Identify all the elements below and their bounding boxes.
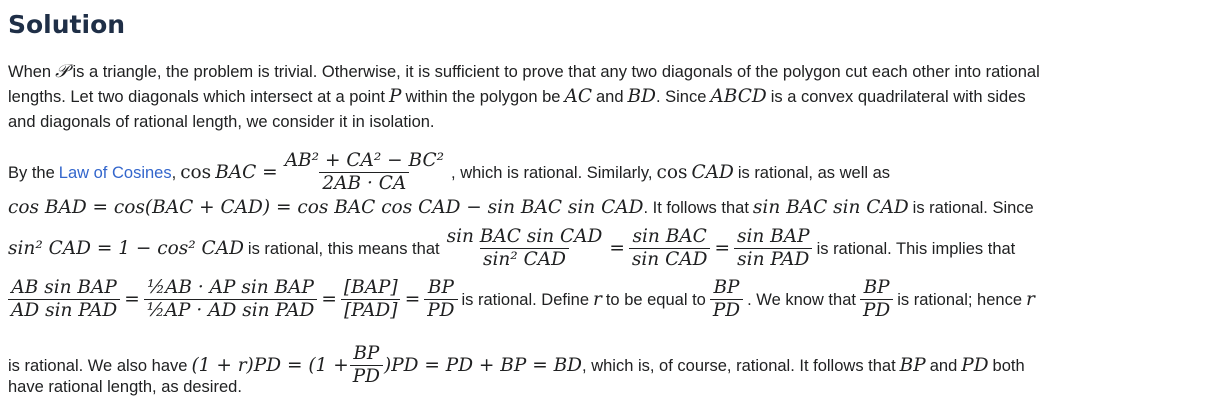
text: is rational, as well as [737,163,891,182]
text: lengths. Let two diagonals which intersect at a point [8,88,385,106]
math: cos [180,161,212,183]
denominator: sin² CAD [480,248,569,271]
fraction [444,226,606,271]
text: and [929,356,958,375]
denominator: PD [710,299,743,322]
text: is rational. We also have [8,356,188,375]
text: to be equal to [605,290,706,309]
math-abcd: ABCD [710,86,767,107]
denominator: PD [860,299,893,322]
math: )PD = PD + BP = BD [383,354,583,376]
math-point: P [388,86,402,107]
denominator: [PAD] [341,299,400,322]
text: By the [8,163,55,182]
text: . It follows that [643,199,749,217]
fraction [734,226,813,271]
text: When [8,63,52,81]
p2-line6: have rational length, as desired. [8,378,242,396]
text: , [171,163,177,182]
fraction [860,277,893,322]
text: and [595,88,624,106]
p1-line3: and diagonals of rational length, we consider it in isolation. [8,113,435,131]
denominator: ½AP · AD sin PAD [144,299,318,322]
math: PD [961,354,989,376]
denominator: sin CAD [629,248,711,271]
p2-line3 [8,226,1015,271]
p1-line2 [8,87,1026,107]
numerator: AB² + CA² − BC² [284,150,445,171]
fraction [341,277,401,322]
p2-line4 [8,277,1035,322]
math-polygon: 𝒫 [55,61,69,82]
numerator: sin BAC sin CAD [446,226,603,247]
math: sin² CAD = 1 − cos² CAD [8,237,244,259]
math-bd: BD [627,86,656,107]
math: BP [899,354,926,376]
text: is rational. Define [461,290,589,309]
section-heading: Solution [8,10,126,39]
fraction [8,277,120,322]
p2-line1 [8,150,890,195]
text: both [992,356,1025,375]
math: cos [656,161,688,183]
numerator: sin BAP [736,226,810,247]
text: is a triangle, the problem is trivial. Otherwise, it is sufficient to prove that any two diagonals of the polygon cut each other into rational [72,63,1040,81]
numerator: BP [427,277,454,298]
p1-line1 [8,62,1040,82]
numerator: ½AB · AP sin BAP [147,277,314,298]
denominator: 2AB · CA [319,172,409,195]
math: cos BAD = cos(BAC + CAD) = cos BAC cos CAD − sin BAC sin CAD [8,197,644,218]
math: r [1026,288,1035,310]
text: , which is rational. Similarly, [451,163,653,182]
fraction [282,150,447,195]
p2-line2 [8,198,1034,218]
math: BAC = [215,161,278,183]
denominator: PD [424,299,457,322]
math-ac: AC [564,86,592,107]
text: is rational, this means that [247,239,440,258]
numerator: BP [353,343,380,364]
law-of-cosines-link[interactable]: Law of Cosines [58,163,172,182]
fraction [144,277,318,322]
text: . We know that [747,290,856,309]
text: within the polygon be [405,88,561,106]
fraction [629,226,711,271]
denominator: sin PAD [734,248,812,271]
numerator: BP [713,277,740,298]
text: . Since [655,88,707,106]
math: = [321,288,337,310]
numerator: sin BAC [632,226,707,247]
math: (1 + r)PD = (1 + [191,354,349,376]
text: is rational; hence [897,290,1022,309]
numerator: BP [863,277,890,298]
text: is rational. This implies that [816,239,1016,258]
numerator: [BAP] [343,277,398,298]
math: = [124,288,140,310]
math: CAD [691,161,734,183]
math: = [714,237,730,259]
fraction [710,277,743,322]
text: is a convex quadrilateral with sides [770,88,1026,106]
fraction [350,343,383,388]
numerator: AB sin BAP [11,277,117,298]
denominator: PD [350,365,383,388]
text: is rational. Since [912,199,1034,217]
text: , which is, of course, rational. It follows that [582,356,896,375]
denominator: AD sin PAD [8,299,120,322]
math: r [593,288,602,310]
math: = [404,288,421,310]
fraction [424,277,457,322]
math: sin BAC sin CAD [752,197,909,218]
math: = [609,237,625,259]
